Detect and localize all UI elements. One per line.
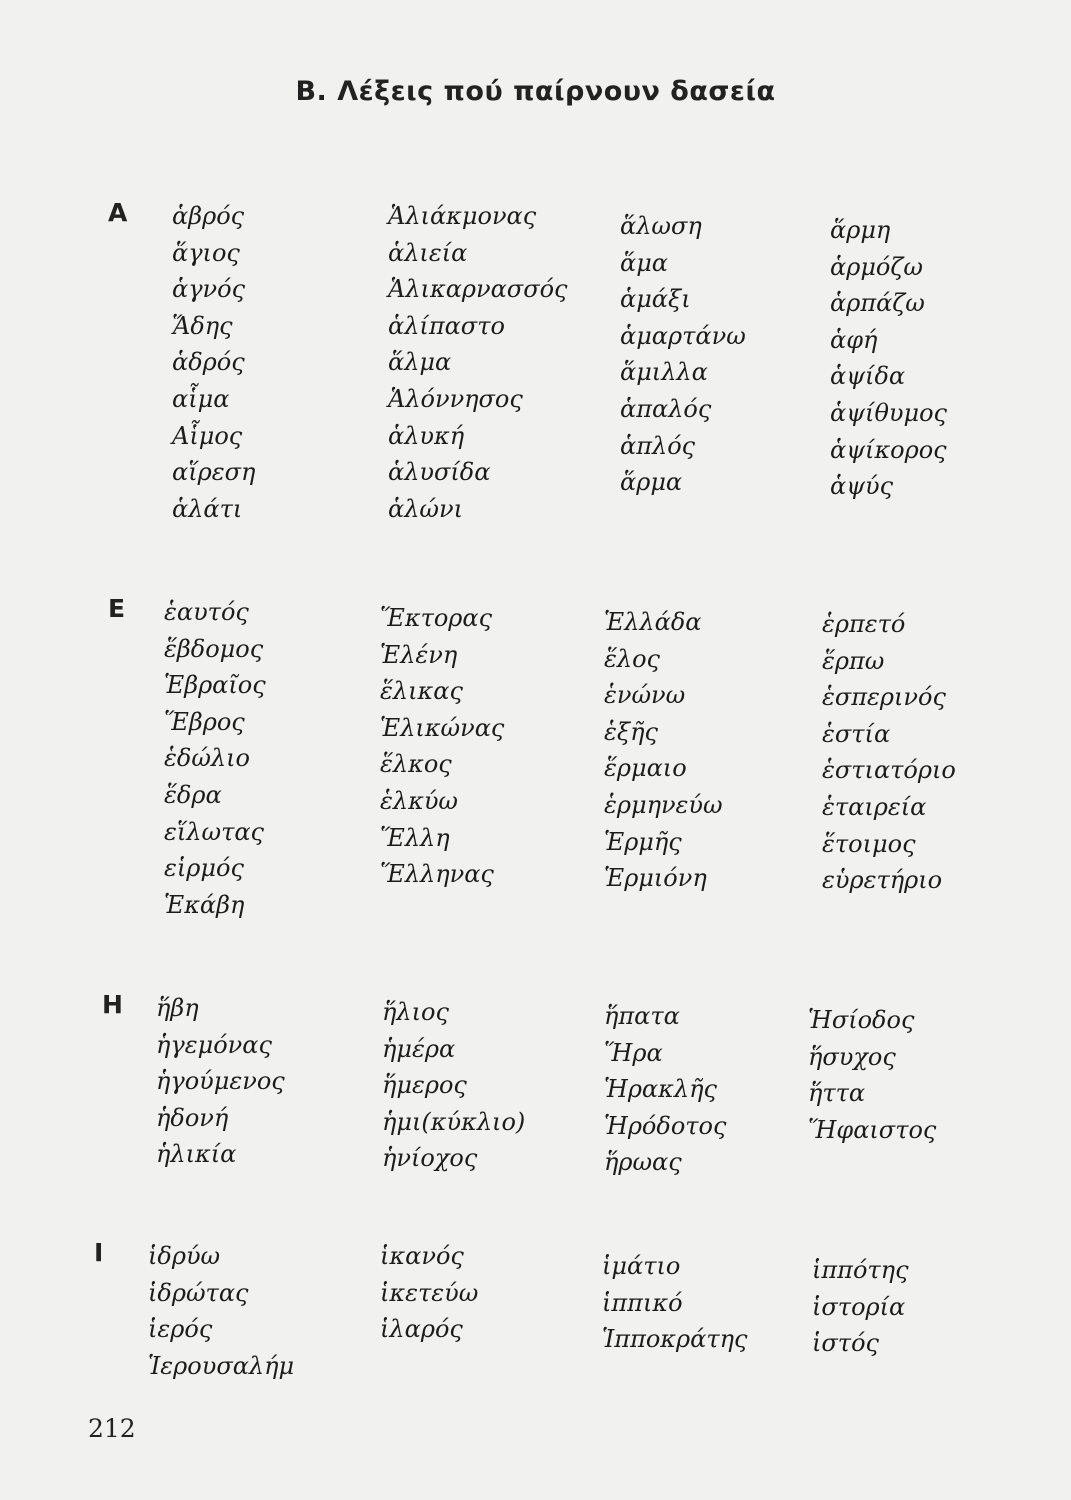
word: ἁψύς bbox=[830, 472, 894, 501]
word: εἱρμός bbox=[164, 854, 244, 883]
word: ἡγούμενος bbox=[156, 1067, 285, 1096]
word: ἡμέρα bbox=[382, 1034, 456, 1063]
word: ἁμάξι bbox=[620, 285, 691, 314]
word-column-3 bbox=[620, 208, 746, 501]
word: Ἱερουσαλήμ bbox=[148, 1351, 295, 1380]
word: ἱκετεύω bbox=[380, 1278, 479, 1307]
word: εὑρετήριο bbox=[822, 866, 943, 895]
word: Ἑρμιόνη bbox=[604, 864, 707, 893]
word: ἥττα bbox=[808, 1079, 866, 1108]
word-column-3 bbox=[604, 998, 726, 1181]
word: Ἑκάβη bbox=[164, 890, 245, 919]
word: Ἁλόννησος bbox=[388, 384, 523, 413]
word: Αἷμος bbox=[172, 421, 243, 450]
word: Ἥρα bbox=[604, 1038, 663, 1067]
word: ἁρπάζω bbox=[830, 289, 925, 318]
word: ἅμιλλα bbox=[620, 358, 708, 387]
word: ἅρμα bbox=[620, 468, 683, 497]
word: Ἑρμῆς bbox=[604, 827, 682, 856]
word: ἁλάτι bbox=[172, 494, 243, 523]
word: ἁλυσίδα bbox=[388, 458, 491, 487]
word: ἕρμαιο bbox=[604, 754, 687, 783]
word: ἑνώνω bbox=[604, 681, 686, 710]
word: ἁρμόζω bbox=[830, 252, 923, 281]
word: ἡμι(κύκλιο) bbox=[382, 1107, 526, 1136]
word: Ἕλλη bbox=[380, 823, 450, 852]
word: ἥλιος bbox=[382, 998, 449, 1026]
word-column-4 bbox=[808, 1002, 936, 1148]
word-column-4 bbox=[830, 212, 947, 505]
word: ἅρμη bbox=[830, 216, 891, 244]
word: Ἥφαιστος bbox=[808, 1115, 937, 1144]
word: Ἑλλάδα bbox=[604, 608, 702, 636]
word: ἥμερος bbox=[382, 1071, 467, 1100]
word: ἁλυκή bbox=[388, 421, 465, 450]
word: Ἑλικώνας bbox=[380, 713, 505, 742]
word-column-2 bbox=[382, 994, 525, 1177]
word: ἁψίδα bbox=[830, 362, 906, 391]
word: ἑσπερινός bbox=[822, 683, 946, 712]
section-letter: Ι bbox=[94, 1238, 104, 1267]
word: ἅμα bbox=[620, 248, 669, 277]
word: εἵλωτας bbox=[164, 817, 264, 846]
word-column-2 bbox=[388, 198, 567, 527]
word: ἡγεμόνας bbox=[156, 1030, 272, 1059]
word: ἡλικία bbox=[156, 1140, 237, 1169]
word-column-3 bbox=[602, 1248, 747, 1358]
page-number: 212 bbox=[88, 1414, 136, 1443]
word-column-4 bbox=[822, 606, 956, 899]
word: ἁγνός bbox=[172, 275, 246, 304]
word: ἱππικό bbox=[602, 1288, 683, 1317]
word-column-2 bbox=[380, 600, 504, 893]
word: ἁψίκορος bbox=[830, 435, 947, 464]
word-column-4 bbox=[812, 1252, 909, 1362]
word: ἅλωση bbox=[620, 212, 702, 240]
word: ἑαυτός bbox=[164, 598, 249, 626]
section-letter: Α bbox=[108, 198, 128, 227]
word: ἑδώλιο bbox=[164, 744, 250, 773]
word: ἑλκύω bbox=[380, 786, 458, 815]
word: Ἅδης bbox=[172, 311, 233, 340]
word: Ἡρακλῆς bbox=[604, 1075, 717, 1104]
word-column-2 bbox=[380, 1238, 478, 1348]
word: ἥσυχος bbox=[808, 1042, 896, 1071]
word-column-3 bbox=[604, 604, 723, 897]
word: ἡνίοχος bbox=[382, 1144, 478, 1173]
word: αἷμα bbox=[172, 384, 230, 413]
word: αἵρεση bbox=[172, 458, 256, 487]
word: ἕλικας bbox=[380, 677, 463, 706]
word: ἁλιεία bbox=[388, 238, 468, 267]
word: ἑρπετό bbox=[822, 610, 906, 638]
word: ἡδονή bbox=[156, 1103, 229, 1132]
word: ἱμάτιο bbox=[602, 1252, 681, 1280]
word: ἥβη bbox=[156, 994, 199, 1022]
word-column-1 bbox=[148, 1238, 294, 1384]
word: Ἁλιάκμονας bbox=[388, 202, 537, 230]
word: ἑστιατόριο bbox=[822, 756, 956, 785]
word: ἱκανός bbox=[380, 1242, 464, 1270]
word: ἕλος bbox=[604, 644, 660, 673]
word: ἱλαρός bbox=[380, 1315, 463, 1344]
word: ἑρμηνεύω bbox=[604, 790, 723, 819]
word: ἁλώνι bbox=[388, 494, 463, 523]
word: ἱδρώτας bbox=[148, 1278, 249, 1307]
word-column-1 bbox=[172, 198, 255, 527]
word: Ἡσίοδος bbox=[808, 1006, 915, 1034]
page-title: Β. Λέξεις πού παίρνουν δασεία bbox=[295, 76, 776, 107]
word: Ἕβρος bbox=[164, 707, 245, 736]
word: ἅλμα bbox=[388, 348, 452, 377]
section-letter: Η bbox=[102, 990, 123, 1019]
word: ἁβρός bbox=[172, 202, 245, 230]
word: Ἱπποκράτης bbox=[602, 1325, 748, 1354]
word: ἑταιρεία bbox=[822, 792, 927, 821]
word: ἑξῆς bbox=[604, 717, 658, 746]
word: ἁμαρτάνω bbox=[620, 321, 746, 350]
word: ἁλίπαστο bbox=[388, 311, 505, 340]
word: ἕρπω bbox=[822, 646, 885, 675]
word: ἱερός bbox=[148, 1315, 213, 1344]
word: Ἑβραῖος bbox=[164, 671, 266, 700]
word: ἕβδομος bbox=[164, 634, 264, 663]
word: ἱστός bbox=[812, 1329, 879, 1358]
word: ἥρωας bbox=[604, 1148, 682, 1177]
word: Ἑλένη bbox=[380, 640, 458, 669]
word: Ἁλικαρνασσός bbox=[388, 275, 568, 304]
word: ἁπαλός bbox=[620, 394, 712, 423]
word: ἑστία bbox=[822, 719, 891, 748]
word: ἱστορία bbox=[812, 1292, 906, 1321]
word: ἁψίθυμος bbox=[830, 398, 947, 427]
word: ἕτοιμος bbox=[822, 829, 916, 858]
word: ἱππότης bbox=[812, 1256, 909, 1284]
word: ἕλκος bbox=[380, 750, 452, 779]
word: ἱδρύω bbox=[148, 1242, 221, 1270]
word: Ἕλληνας bbox=[380, 860, 494, 889]
word-column-1 bbox=[156, 990, 285, 1173]
word: Ἕκτορας bbox=[380, 604, 493, 632]
word: ἁδρός bbox=[172, 348, 245, 377]
word: ἥπατα bbox=[604, 1002, 680, 1030]
word: ἅγιος bbox=[172, 238, 240, 267]
word: ἁφή bbox=[830, 325, 878, 354]
word: Ἡρόδοτος bbox=[604, 1111, 727, 1140]
word: ἕδρα bbox=[164, 780, 222, 809]
section-letter: Ε bbox=[108, 594, 126, 623]
word-column-1 bbox=[164, 594, 266, 923]
word: ἁπλός bbox=[620, 431, 696, 460]
